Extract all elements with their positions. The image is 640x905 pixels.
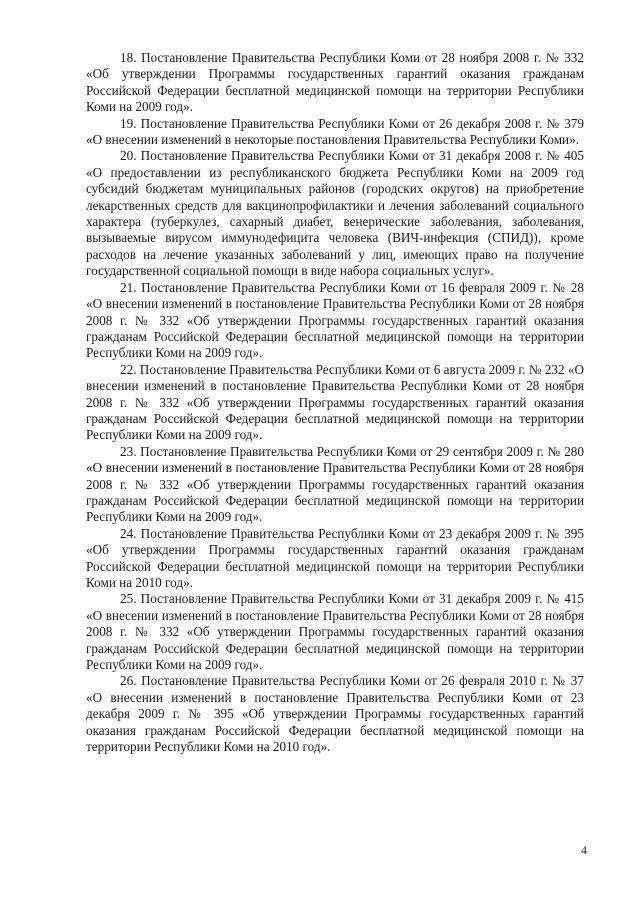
paragraph-item-18: 18. Постановление Правительства Республики Коми от 28 ноября 2008 г. № 332 «Об утверждении Программы государственных гарантий оказания гражданам Российской Федерации бесплатной медицинской помощи на территории Республики Коми на 2009 год».	[86, 50, 584, 115]
paragraph-item-22: 22. Постановление Правительства Республики Коми от 6 августа 2009 г. № 232 «О внесении изменений в постановление Правительства Республики Коми от 28 ноября 2008 г. № 332 «Об утверждении Программы государственных гарантий оказания гражданам Российской Федерации бесплатной медицинской помощи на территории Республики Коми на 2009 год».	[86, 361, 584, 443]
paragraph-item-24: 24. Постановление Правительства Республики Коми от 23 декабря 2009 г. № 395 «Об утверждении Программы государственных гарантий оказания гражданам Российской Федерации бесплатной медицинской помощи на территории Республики Коми на 2010 год».	[86, 525, 584, 590]
paragraph-item-26: 26. Постановление Правительства Республики Коми от 26 февраля 2010 г. № 37 «О внесении изменений в постановление Правительства Республики Коми от 23 декабря 2009 г. № 395 «Об утверждении Программы государственных гарантий оказания гражданам Российской Федерации бесплатной медицинской помощи на территории Республики Коми на 2010 год».	[86, 673, 584, 755]
paragraph-item-20: 20. Постановление Правительства Республики Коми от 31 декабря 2008 г. № 405 «О предоставлении из республиканского бюджета Республики Коми на 2009 год субсидий бюджетам муниципальных районов (городских округов) на приобретение лекарственных средств для вакцинопрофилактики и лечения заболеваний социального характера (туберкулез, сахарный диабет, венерические заболевания, заболевания, вызываемые вирусом иммунодефицита человека (ВИЧ-инфекция (СПИД)), кроме расходов на лечение указанных заболеваний у лиц, имеющих право на получение государственной социальной помощи в виде набора социальных услуг».	[86, 148, 584, 279]
page-number: 4	[581, 843, 587, 857]
paragraph-item-19: 19. Постановление Правительства Республики Коми от 26 декабря 2008 г. № 379 «О внесении изменений в некоторые постановления Правительства Республики Коми».	[86, 115, 584, 148]
document-body	[86, 50, 584, 755]
paragraph-item-23: 23. Постановление Правительства Республики Коми от 29 сентября 2009 г. № 280 «О внесении изменений в постановление Правительства Республики Коми от 28 ноября 2008 г. № 332 «Об утверждении Программы государственных гарантий оказания гражданам Российской Федерации бесплатной медицинской помощи на территории Республики Коми на 2009 год».	[86, 443, 584, 525]
paragraph-item-21: 21. Постановление Правительства Республики Коми от 16 февраля 2009 г. № 28 «О внесении изменений в постановление Правительства Республики Коми от 28 ноября 2008 г. № 332 «Об утверждении Программы государственных гарантий оказания гражданам Российской Федерации бесплатной медицинской помощи на территории Республики Коми на 2009 год».	[86, 279, 584, 361]
paragraph-item-25: 25. Постановление Правительства Республики Коми от 31 декабря 2009 г. № 415 «О внесении изменений в постановление Правительства Республики Коми от 28 ноября 2008 г. № 332 «Об утверждении Программы государственных гарантий оказания гражданам Российской Федерации бесплатной медицинской помощи на территории Республики Коми на 2009 год».	[86, 591, 584, 673]
